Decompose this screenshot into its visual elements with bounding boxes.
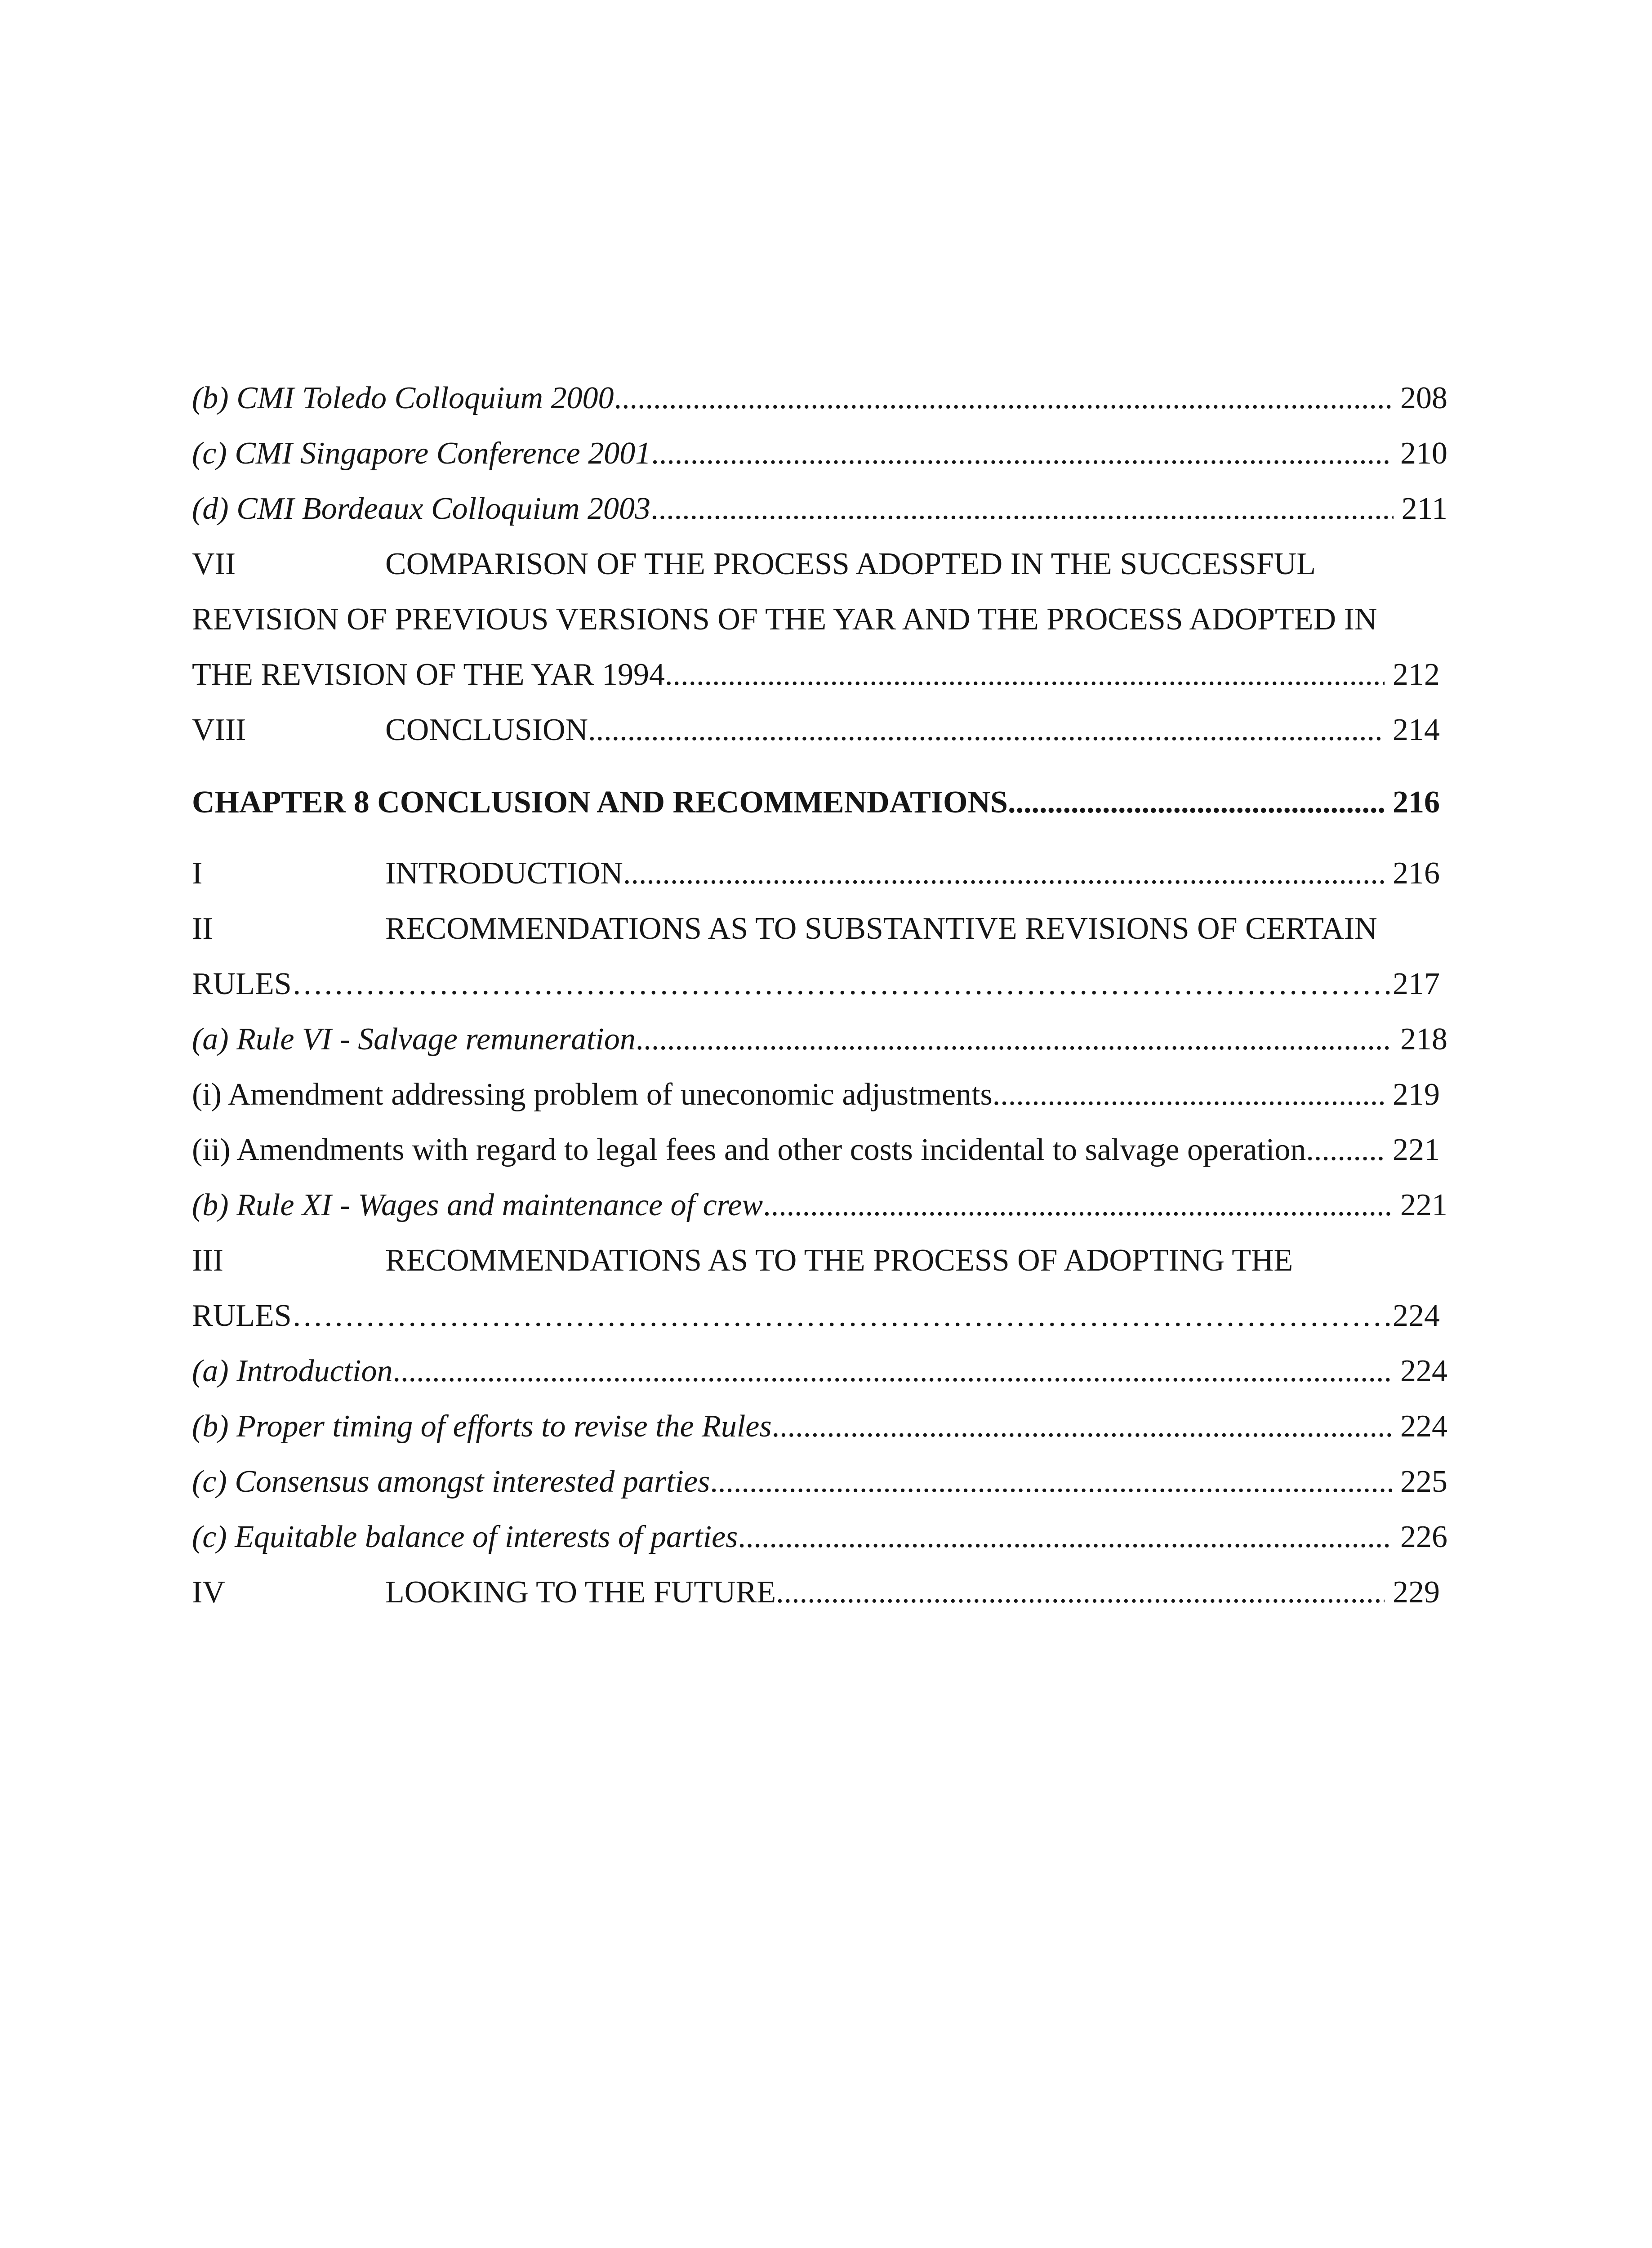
section-number: VII — [192, 547, 236, 581]
toc-entry-page: 224 — [1400, 1354, 1447, 1388]
toc-entry-page: 216 — [1393, 856, 1440, 891]
toc-entry — [192, 1233, 1447, 1343]
toc-entry-title-continued: REVISION OF PREVIOUS VERSIONS OF THE YAR AND THE PROCESS ADOPTED IN — [192, 602, 1377, 637]
toc-entry-title: RECOMMENDATIONS AS TO SUBSTANTIVE REVISIONS OF CERTAIN — [385, 911, 1377, 946]
toc-entry-title: LOOKING TO THE FUTURE — [385, 1575, 776, 1610]
toc-entry-page: 221 — [1400, 1188, 1447, 1222]
toc-entry-title: (d) CMI Bordeaux Colloquium 2003 — [192, 491, 651, 526]
table-of-contents — [192, 370, 1447, 1620]
dot-leader — [665, 647, 1385, 702]
toc-entry-title: (c) Consensus amongst interested parties — [192, 1464, 710, 1499]
toc-entry-title: CONCLUSION — [385, 713, 588, 747]
toc-chapter-entry — [192, 775, 1440, 830]
toc-entry — [192, 1509, 1447, 1565]
toc-entry-page: 226 — [1400, 1520, 1447, 1554]
toc-entry-title-continued: RULES — [192, 967, 292, 1001]
toc-entry — [192, 1178, 1447, 1233]
dot-leader — [710, 1454, 1392, 1509]
dot-leader — [393, 1343, 1393, 1399]
section-number: III — [192, 1243, 223, 1278]
section-number: IV — [192, 1575, 225, 1610]
section-number: I — [192, 856, 203, 891]
section-number: VIII — [192, 713, 246, 747]
dot-leader — [651, 426, 1392, 481]
dot-leader — [636, 1012, 1392, 1067]
dot-leader — [738, 1509, 1392, 1565]
toc-entry-line — [192, 536, 1447, 592]
toc-entry-title: RECOMMENDATIONS AS TO THE PROCESS OF ADOPTING THE — [385, 1243, 1293, 1278]
toc-entry — [192, 1454, 1447, 1509]
ellipsis-leader — [292, 956, 1393, 1012]
toc-entry-line — [192, 1288, 1440, 1343]
dot-leader — [623, 846, 1385, 901]
ellipsis-leader — [292, 1288, 1393, 1343]
toc-entry-page: 229 — [1393, 1575, 1440, 1610]
toc-entry-line — [192, 647, 1440, 702]
toc-entry-line — [192, 956, 1440, 1012]
chapter-title: CHAPTER 8 CONCLUSION AND RECOMMENDATIONS — [192, 785, 1008, 820]
toc-entry-page: 208 — [1400, 381, 1447, 415]
toc-entry-title: (ii) Amendments with regard to legal fees and other costs incidental to salvage operation — [192, 1133, 1306, 1167]
toc-entry-title: (a) Introduction — [192, 1354, 393, 1388]
toc-entry-title: COMPARISON OF THE PROCESS ADOPTED IN THE SUCCESSFUL — [385, 547, 1316, 581]
toc-entry — [192, 846, 1440, 901]
dot-leader — [763, 1178, 1392, 1233]
toc-entry-title-continued: RULES — [192, 1298, 292, 1333]
toc-entry-line — [192, 1233, 1447, 1288]
dot-leader — [1306, 1122, 1385, 1178]
toc-entry — [192, 702, 1440, 758]
toc-entry — [192, 901, 1447, 1012]
dot-leader — [776, 1565, 1385, 1620]
toc-entry — [192, 1012, 1447, 1067]
toc-entry — [192, 1122, 1440, 1178]
section-number: II — [192, 911, 213, 946]
toc-entry-page: 224 — [1393, 1298, 1440, 1333]
toc-entry-title-continued: THE REVISION OF THE YAR 1994 — [192, 657, 665, 692]
toc-entry-page: 218 — [1400, 1022, 1447, 1057]
toc-entry — [192, 370, 1447, 426]
toc-entry — [192, 1067, 1440, 1122]
toc-entry-page: 225 — [1400, 1464, 1447, 1499]
toc-entry-title: INTRODUCTION — [385, 856, 623, 891]
toc-entry-title: (a) Rule VI - Salvage remuneration — [192, 1022, 636, 1057]
toc-entry-page: 214 — [1393, 713, 1440, 747]
toc-entry-page: 219 — [1393, 1077, 1440, 1112]
toc-entry-page: 212 — [1393, 657, 1440, 692]
toc-entry — [192, 481, 1447, 536]
dot-leader — [993, 1067, 1385, 1122]
toc-entry-line — [192, 592, 1447, 647]
toc-entry-title: (b) Proper timing of efforts to revise the Rules — [192, 1409, 772, 1444]
toc-entry-line — [192, 901, 1447, 956]
toc-entry-page: 210 — [1400, 436, 1447, 471]
toc-entry-page: 216 — [1393, 785, 1440, 820]
toc-entry — [192, 426, 1447, 481]
dot-leader — [614, 370, 1392, 426]
dot-leader — [588, 702, 1385, 758]
toc-entry — [192, 1343, 1447, 1399]
toc-entry-page: 217 — [1393, 967, 1440, 1001]
toc-entry-title: (c) Equitable balance of interests of parties — [192, 1520, 738, 1554]
toc-entry-page: 211 — [1401, 491, 1447, 526]
toc-entry — [192, 1565, 1440, 1620]
toc-entry — [192, 536, 1447, 702]
dot-leader — [650, 481, 1394, 536]
toc-entry-title: (c) CMI Singapore Conference 2001 — [192, 436, 651, 471]
dot-leader — [1008, 775, 1385, 830]
toc-entry-page: 221 — [1393, 1133, 1440, 1167]
toc-entry-title: (b) CMI Toledo Colloquium 2000 — [192, 381, 614, 415]
toc-entry — [192, 1399, 1447, 1454]
dot-leader — [772, 1399, 1392, 1454]
toc-entry-title: (i) Amendment addressing problem of uneconomic adjustments — [192, 1077, 993, 1112]
toc-entry-title: (b) Rule XI - Wages and maintenance of crew — [192, 1188, 763, 1222]
toc-entry-page: 224 — [1400, 1409, 1447, 1444]
